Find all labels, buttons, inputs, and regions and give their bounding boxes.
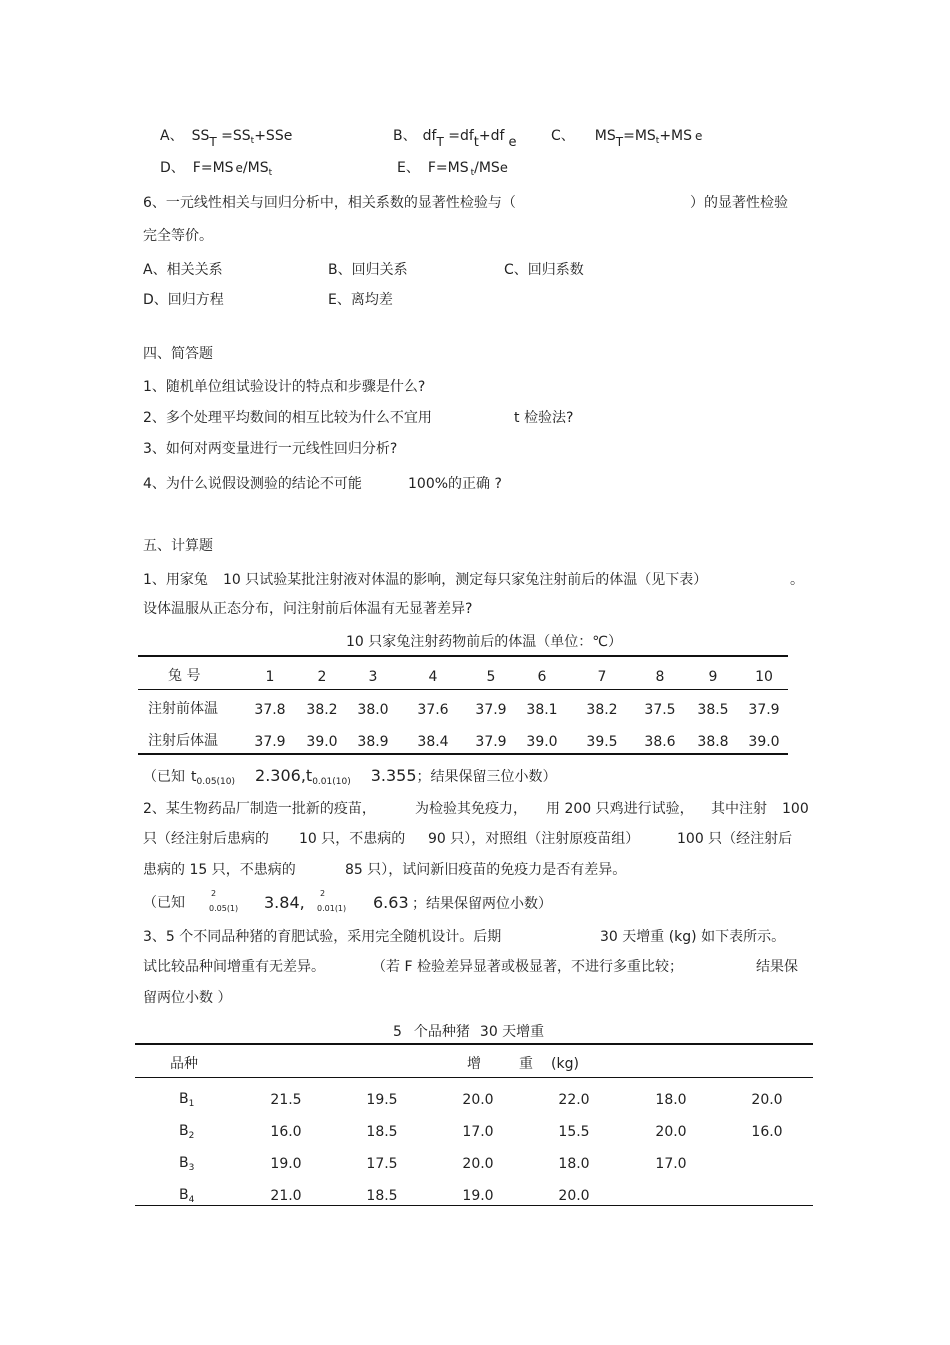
q6-stem-part1: 6、一元线性相关与回归分析中，相关系数的显著性检验与（ <box>143 195 516 211</box>
table1-header-cell: 9 <box>708 669 718 685</box>
q6-option-b: B、回归关系 <box>328 262 408 278</box>
table2-cell: 21.5 <box>270 1092 302 1108</box>
s5-problem-1-part2: 10 只试验某批注射液对体温的影响，测定每只家兔注射前后的体温（见下表） <box>223 572 708 588</box>
table2-row-label: $B_3$ <box>179 1155 195 1173</box>
table2-row-label: $B_1$ <box>179 1091 195 1109</box>
s5-problem-2-l2a: 只（经注射后患病的 <box>143 831 269 847</box>
s5-problem-1-part1: 1、用家兔 <box>143 572 208 588</box>
table1-caption: 10 只家兔注射药物前后的体温（单位：℃） <box>346 634 622 650</box>
table2-cell: 15.5 <box>558 1124 590 1140</box>
table2-cell: 18.0 <box>655 1092 687 1108</box>
s5-problem-2-l1d: 其中注射 <box>711 801 767 817</box>
known-values-1: （已知 $t_{0.05(10)}$ $2.306,t_{0.01(10)}$ 3.355；结果保留三位小数） <box>143 766 557 787</box>
table1-header-cell: 3 <box>368 669 378 685</box>
table1-header-cell: 兔 号 <box>168 668 201 684</box>
q6-stem-line2: 完全等价。 <box>143 228 213 244</box>
table2-row-label: $B_4$ <box>179 1187 195 1205</box>
table1-cell: 39.0 <box>748 734 780 750</box>
table2-cell: 18.0 <box>558 1156 590 1172</box>
s4-question-3: 3、如何对两变量进行一元线性回归分析? <box>143 441 398 457</box>
table2-cell: 22.0 <box>558 1092 590 1108</box>
q6-option-e: E、离均差 <box>328 292 393 308</box>
table1-cell: 39.0 <box>526 734 558 750</box>
table2-cell: 21.0 <box>270 1188 302 1204</box>
table2-cell: 17.0 <box>655 1156 687 1172</box>
table1-bottom-rule <box>138 753 788 755</box>
table2-cell: 20.0 <box>462 1092 494 1108</box>
table2-cell: 17.5 <box>366 1156 398 1172</box>
table2-row-label: $B_2$ <box>179 1123 195 1141</box>
s5-problem-2-l2b: 10 只，不患病的 <box>299 831 406 847</box>
table2-cell: 20.0 <box>655 1124 687 1140</box>
s5-problem-3-l2a: 试比较品种间增重有无差异。 <box>143 959 325 975</box>
table1-cell: 38.0 <box>357 702 389 718</box>
table1-cell: 38.1 <box>526 702 558 718</box>
table1-cell: 39.5 <box>586 734 618 750</box>
s5-problem-2-l1e: 100 <box>782 801 809 817</box>
s5-problem-3-l1b: 30 天增重 (kg) 如下表所示。 <box>600 929 786 945</box>
s5-problem-3-l2b: （若 F 检验差异显著或极显著，不进行多重比较； <box>372 959 683 975</box>
q6-option-d: D、回归方程 <box>143 292 224 308</box>
q6-option-c: C、回归系数 <box>504 262 584 278</box>
table1-header-cell: 5 <box>486 669 496 685</box>
s5-problem-2-l3b: 85 只），试问新旧疫苗的免疫力是否有差异。 <box>345 862 627 878</box>
table2-header-rule <box>135 1077 813 1078</box>
table1-cell: 38.9 <box>357 734 389 750</box>
table2-cell: 19.0 <box>270 1156 302 1172</box>
table1-header-cell: 4 <box>428 669 438 685</box>
s4-question-4b: 100%的正确 ? <box>408 476 502 492</box>
s4-question-2b: t 检验法? <box>514 410 574 426</box>
q6-stem-part2: ）的显著性检验 <box>690 195 788 211</box>
table2-caption: 5 个品种猪 30 天增重 <box>393 1024 545 1040</box>
q5-option-e: E、 F=MS $_t$/MSe <box>397 160 508 178</box>
table1-cell: 37.9 <box>475 734 507 750</box>
table1-cell: 38.8 <box>697 734 729 750</box>
s5-problem-1-part3: 。 <box>790 572 804 588</box>
table1-cell: 38.6 <box>644 734 676 750</box>
q6-option-a: A、相关关系 <box>143 262 223 278</box>
s5-problem-2-l1c: 用 200 只鸡进行试验， <box>546 801 694 817</box>
table2-cell: 17.0 <box>462 1124 494 1140</box>
table1-cell: 37.5 <box>644 702 676 718</box>
s5-problem-2-l1b: 为检验其免疫力， <box>415 801 527 817</box>
table1-header-cell: 7 <box>597 669 607 685</box>
table1-cell: 38.2 <box>306 702 338 718</box>
table2-top-rule <box>135 1043 813 1045</box>
table1-cell: 37.8 <box>254 702 286 718</box>
table1-cell: 37.9 <box>254 734 286 750</box>
table1-header-cell: 2 <box>317 669 327 685</box>
table2-header-gain: 增 重 (kg) <box>467 1056 579 1072</box>
table1-cell: 38.4 <box>417 734 449 750</box>
table2-cell: 20.0 <box>751 1092 783 1108</box>
s5-problem-2-l1a: 2、某生物药品厂制造一批新的疫苗， <box>143 801 376 817</box>
table1-header-rule <box>138 689 788 690</box>
s5-problem-3-l1a: 3、5 个不同品种猪的育肥试验，采用完全随机设计。后期 <box>143 929 502 945</box>
table2-cell: 18.5 <box>366 1124 398 1140</box>
table1-header-cell: 6 <box>537 669 547 685</box>
table2-cell: 18.5 <box>366 1188 398 1204</box>
table1-header-cell: 1 <box>265 669 275 685</box>
table2-cell: 16.0 <box>751 1124 783 1140</box>
s4-question-2a: 2、多个处理平均数间的相互比较为什么不宜用 <box>143 410 432 426</box>
known-values-2: （已知 2 0.05(1) 3.84, 2 0.01(1) 6.63 ；结果保留两位小数） <box>143 889 552 913</box>
s5-problem-2-l2d: 100 只（经注射后 <box>677 831 793 847</box>
table1-cell: 38.2 <box>586 702 618 718</box>
q5-option-d: D、 F=MS $e/MS_t$ <box>160 160 273 178</box>
table2-cell: 19.5 <box>366 1092 398 1108</box>
s5-problem-2-l2c: 90 只），对照组（注射原疫苗组） <box>428 831 640 847</box>
q5-option-a: A、 SST $=SS_t+SSe$ <box>160 128 293 149</box>
table1-top-rule <box>138 655 788 657</box>
table1-cell: 37.9 <box>748 702 780 718</box>
table2-cell: 16.0 <box>270 1124 302 1140</box>
table1-cell: 37.9 <box>475 702 507 718</box>
section-4-title: 四、简答题 <box>143 346 213 362</box>
table1-header-cell: 10 <box>755 669 773 685</box>
table1-row-label: 注射后体温 <box>148 733 218 749</box>
table2-header-breed: 品种 <box>170 1056 198 1072</box>
section-5-title: 五、计算题 <box>143 538 213 554</box>
s5-problem-1-line2: 设体温服从正态分布，问注射前后体温有无显著差异? <box>143 601 473 617</box>
table1-cell: 39.0 <box>306 734 338 750</box>
table1-header-cell: 8 <box>655 669 665 685</box>
table2-cell: 19.0 <box>462 1188 494 1204</box>
s4-question-4a: 4、为什么说假设测验的结论不可能 <box>143 476 362 492</box>
table1-row-label: 注射前体温 <box>148 701 218 717</box>
table2-bottom-rule <box>135 1205 813 1206</box>
s5-problem-3-l3: 留两位小数 ） <box>143 990 232 1006</box>
table2-cell: 20.0 <box>558 1188 590 1204</box>
s5-problem-2-l3a: 患病的 15 只，不患病的 <box>143 862 296 878</box>
s5-problem-3-l2c: 结果保 <box>756 959 798 975</box>
s4-question-1: 1、随机单位组试验设计的特点和步骤是什么? <box>143 379 426 395</box>
q5-option-b: B、 dfT =dft+df e <box>393 128 517 150</box>
table1-cell: 38.5 <box>697 702 729 718</box>
table2-cell: 20.0 <box>462 1156 494 1172</box>
table1-cell: 37.6 <box>417 702 449 718</box>
q5-option-c: C、 $MST=MS_t+MS$ e <box>551 128 703 149</box>
